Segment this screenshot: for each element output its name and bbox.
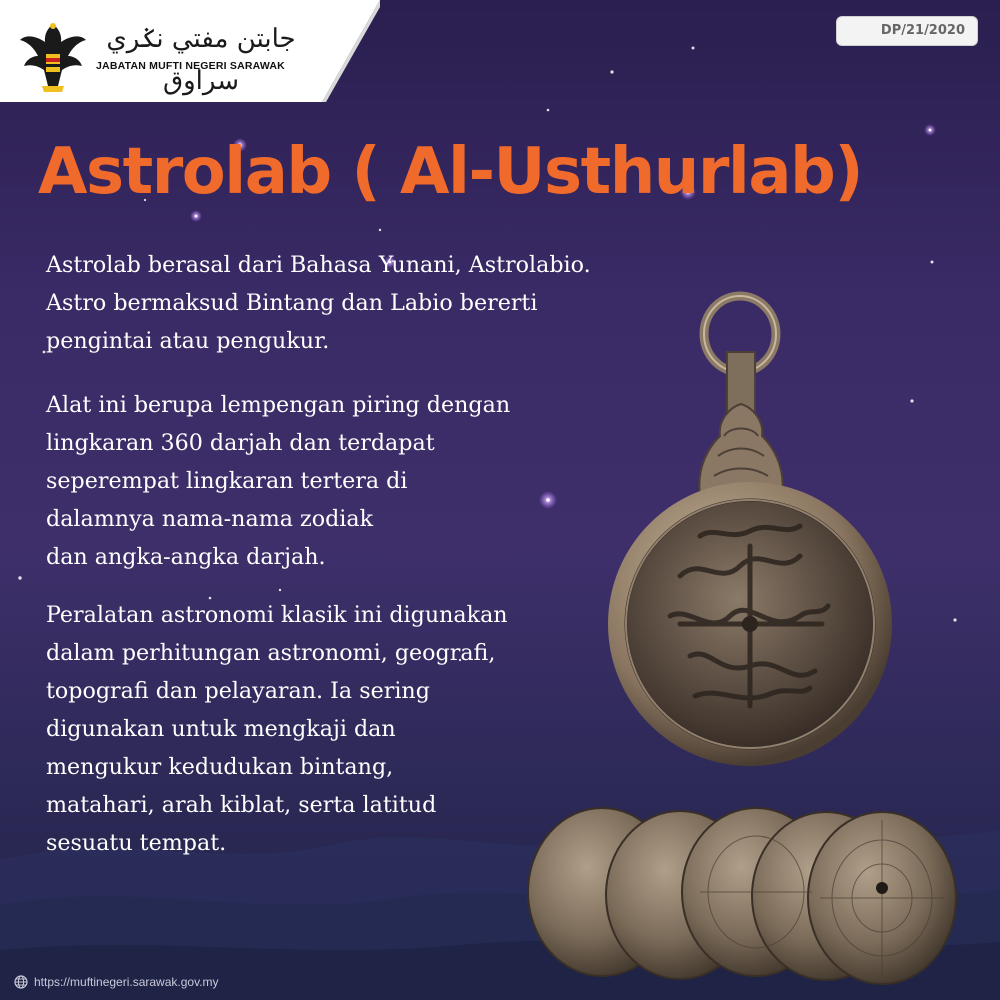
logo-jawi-text: جابتن مفتي نݢري سراوق bbox=[106, 24, 296, 96]
paragraph-origin: Astrolab berasal dari Bahasa Yunani, Astrolabio. Astro bermaksud Bintang dan Labio bererti pengintai atau pengukur. bbox=[46, 252, 591, 354]
footer-website[interactable] bbox=[14, 972, 219, 992]
page-title: Astrolab ( Al-Usthurlab) bbox=[38, 135, 863, 209]
globe-icon bbox=[14, 975, 28, 989]
reference-badge: DP/21/2020 bbox=[836, 16, 978, 46]
logo-department-name: JABATAN MUFTI NEGERI SARAWAK bbox=[96, 60, 285, 72]
sarawak-crest-icon bbox=[18, 14, 88, 94]
paragraph-usage: Peralatan astronomi klasik ini digunakan dalam perhitungan astronomi, geografi, topografi dan pelayaran. Ia sering digunakan untuk mengkaji dan mengukur kedudukan bintang, matahari, arah kiblat, serta latitud sesuatu tempat. bbox=[46, 602, 508, 856]
website-url[interactable]: https://muftinegeri.sarawak.gov.my bbox=[34, 975, 219, 989]
paragraph-description: Alat ini berupa lempengan piring dengan lingkaran 360 darjah dan terdapat seperempat lingkaran tertera di dalamnya nama-nama zodiak dan angka-angka darjah. bbox=[46, 392, 511, 570]
astrolabe-image bbox=[600, 286, 900, 786]
astrolabe-plates-image bbox=[520, 800, 1000, 1000]
